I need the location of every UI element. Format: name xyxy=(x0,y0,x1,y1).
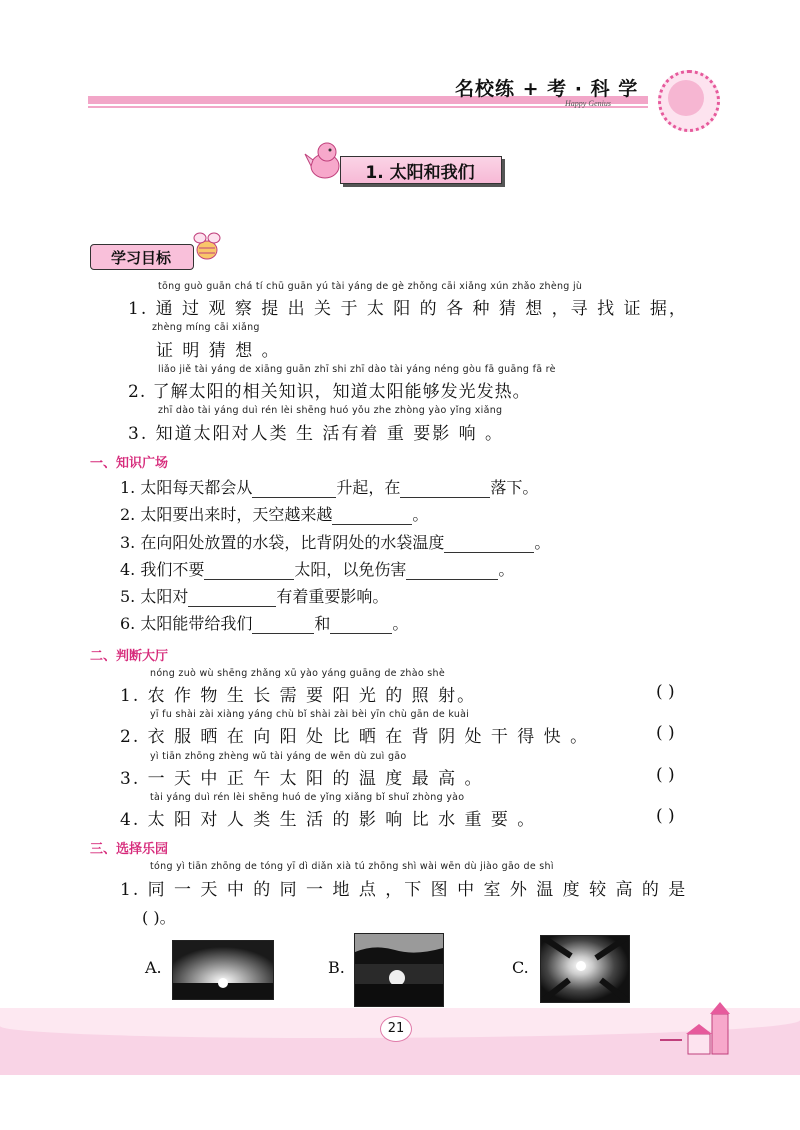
answer-blank[interactable] xyxy=(204,563,294,580)
lighthouse-icon xyxy=(660,1000,740,1056)
judge-4-answer[interactable]: ( ) xyxy=(656,806,675,826)
q1-part-c: 落下。 xyxy=(490,478,539,497)
judge-3-pinyin: yì tiān zhōng zhèng wǔ tài yáng de wēn dù zuì gāo xyxy=(150,751,407,762)
q4-part-a: 4. 我们不要 xyxy=(120,560,205,579)
header-stripe-thin xyxy=(88,106,648,108)
option-a-label[interactable]: A. xyxy=(145,958,162,977)
q4-part-c: 。 xyxy=(498,560,515,579)
answer-blank[interactable] xyxy=(400,481,490,498)
fill-question-5 xyxy=(120,584,388,607)
goals-label: 学习目标 xyxy=(110,249,171,267)
goal-1-pinyin-cont: zhèng míng cāi xiǎng xyxy=(152,322,260,333)
fill-question-6 xyxy=(120,611,408,634)
q1-part-a: 1. 太阳每天都会从 xyxy=(120,478,253,497)
goal-2-text: 2. 了解太阳的相关知识，知道太阳能够发光发热。 xyxy=(128,382,531,402)
book-subtitle: Happy Genius xyxy=(565,99,611,108)
q6-part-a: 6. 太阳能带给我们 xyxy=(120,614,253,633)
judge-1-pinyin: nóng zuò wù shēng zhǎng xū yào yáng guāng de zhào shè xyxy=(150,668,446,679)
bee-icon xyxy=(190,228,224,264)
fill-question-3 xyxy=(120,530,550,553)
choice-1-text: 1. 同 一 天 中 的 同 一 地 点 ，下 图 中 室 外 温 度 较 高 的 是 xyxy=(120,880,688,900)
judge-1-answer[interactable]: ( ) xyxy=(656,682,675,702)
answer-blank[interactable] xyxy=(188,590,276,607)
judge-4-text: 4. 太 阳 对 人 类 生 活 的 影 响 比 水 重 要 。 xyxy=(120,810,537,830)
goal-1-text: 1. 通 过 观 察 提 出 关 于 太 阳 的 各 种 猜 想 ，寻 找 证 据， xyxy=(128,299,688,319)
page-number: 21 xyxy=(380,1016,412,1042)
q5-part-a: 5. 太阳对 xyxy=(120,587,189,606)
sunrise-photo[interactable] xyxy=(172,940,274,1000)
answer-blank[interactable] xyxy=(444,536,534,553)
q4-part-b: 太阳，以免伤害 xyxy=(294,560,407,579)
goal-1-pinyin: tōng guò guān chá tí chū guān yú tài yáng de gè zhǒng cāi xiǎng xún zhǎo zhèng jù xyxy=(158,281,583,292)
option-b-label[interactable]: B. xyxy=(328,958,345,977)
book-title: 名校练 + 考 · 科 学 xyxy=(455,78,639,100)
answer-blank[interactable] xyxy=(252,481,336,498)
fill-question-4 xyxy=(120,557,514,580)
judge-2-text: 2. 衣 服 晒 在 向 阳 处 比 晒 在 背 阴 处 干 得 快 。 xyxy=(120,727,590,747)
judge-3-text: 3. 一 天 中 正 午 太 阳 的 温 度 最 高 。 xyxy=(120,769,484,789)
judge-3-answer[interactable]: ( ) xyxy=(656,765,675,785)
dragon-mascot-icon xyxy=(303,138,345,182)
logo-badge-center xyxy=(668,80,704,116)
fill-question-1 xyxy=(120,475,538,498)
lesson-title: 1. 太阳和我们 xyxy=(365,163,475,183)
q1-part-b: 升起，在 xyxy=(336,478,401,497)
answer-blank[interactable] xyxy=(330,617,392,634)
goal-2-pinyin: liǎo jiě tài yáng de xiāng guān zhī shi zhī dào tài yáng néng gòu fā guāng fā rè xyxy=(158,364,556,375)
q2-part-b: 。 xyxy=(412,505,429,524)
goal-3-text: 3. 知道太阳对人类 生 活有着 重 要影 响 。 xyxy=(128,424,505,444)
goal-1-text-cont: 证 明 猜 想 。 xyxy=(156,341,281,361)
answer-blank[interactable] xyxy=(406,563,498,580)
q6-part-b: 和 xyxy=(314,614,331,633)
judge-4-pinyin: tài yáng duì rén lèi shēng huó de yǐng xiǎng bǐ shuǐ zhòng yào xyxy=(150,792,465,803)
goal-3-pinyin: zhī dào tài yáng duì rén lèi shēng huó yǒu zhe zhòng yào yǐng xiǎng xyxy=(158,405,503,416)
q2-part-a: 2. 太阳要出来时，天空越来越 xyxy=(120,505,333,524)
judge-2-answer[interactable]: ( ) xyxy=(656,723,675,743)
choice-1-pinyin: tóng yì tiān zhōng de tóng yī dì diǎn xià tú zhōng shì wài wēn dù jiào gāo de shì xyxy=(150,861,554,872)
q6-part-c: 。 xyxy=(392,614,409,633)
section-2-heading: 二、判断大厅 xyxy=(90,649,169,664)
section-1-heading: 一、知识广场 xyxy=(90,456,169,471)
q3-part-b: 。 xyxy=(534,533,551,552)
sunset-clouds-photo[interactable] xyxy=(354,933,444,1007)
sun-through-trees-photo[interactable] xyxy=(540,935,630,1003)
answer-blank[interactable] xyxy=(252,617,314,634)
choice-1-answer[interactable]: ( )。 xyxy=(142,908,176,927)
option-c-label[interactable]: C. xyxy=(512,958,529,977)
q3-part-a: 3. 在向阳处放置的水袋，比背阴处的水袋温度 xyxy=(120,533,445,552)
judge-1-text: 1. 农 作 物 生 长 需 要 阳 光 的 照 射。 xyxy=(120,686,477,706)
section-3-heading: 三、选择乐园 xyxy=(90,842,169,857)
answer-blank[interactable] xyxy=(332,508,412,525)
fill-question-2 xyxy=(120,502,428,525)
judge-2-pinyin: yī fu shài zài xiàng yáng chù bǐ shài zài bèi yīn chù gān de kuài xyxy=(150,709,470,720)
q5-part-b: 有着重要影响。 xyxy=(276,587,389,606)
